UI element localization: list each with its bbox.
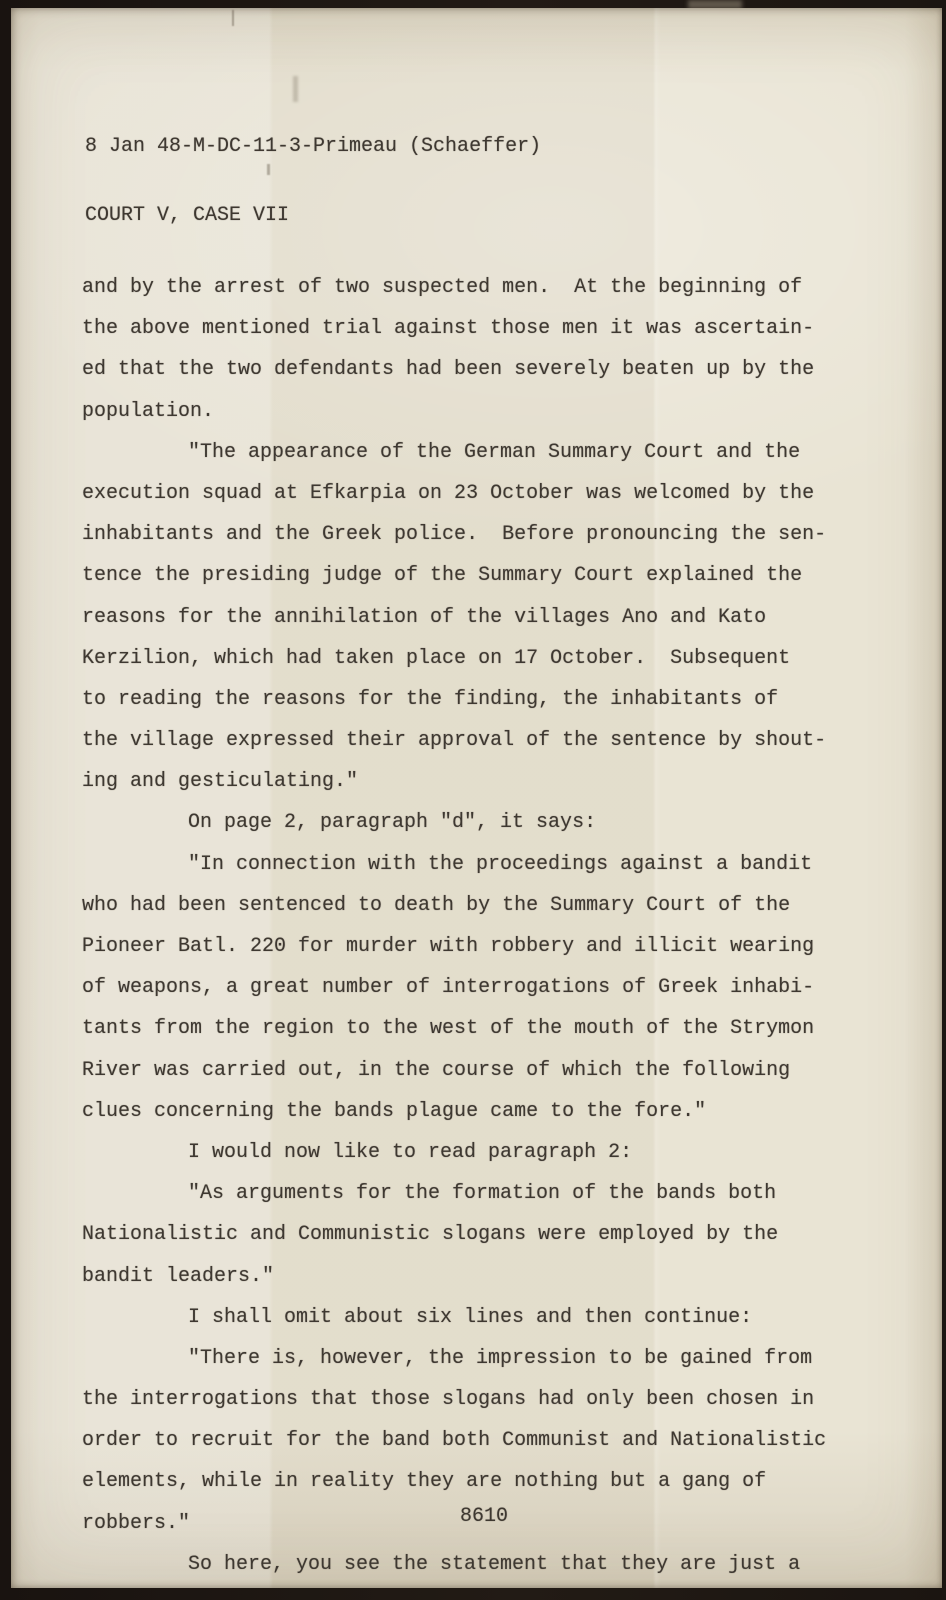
header-line-1: 8 Jan 48-M-DC-11-3-Primeau (Schaeffer) (85, 135, 542, 158)
document-line: "In connection with the proceedings against a bandit (188, 852, 813, 876)
document-line: reasons for the annihilation of the villages Ano and Kato (82, 605, 767, 629)
document-line: Pioneer Batl. 220 for murder with robbery and illicit wearing (82, 935, 815, 958)
document-line: River was carried out, in the course of which the following (82, 1058, 791, 1082)
document-line: bandit leaders." (82, 1264, 275, 1288)
document-line: elements, while in reality they are nothing but a gang of (82, 1470, 767, 1494)
document-line: order to recruit for the band both Communist and Nationalistic (82, 1429, 827, 1453)
document-line: and by the arrest of two suspected men. At the beginning of (82, 276, 803, 299)
document-line: ing and gesticulating." (82, 770, 359, 794)
document-line: So here, you see the statement that they are just a (188, 1552, 801, 1576)
document-line: to reading the reasons for the finding, the inhabitants of (82, 687, 779, 711)
ink-speck (232, 10, 234, 26)
document-line: the village expressed their approval of the sentence by shout- (82, 729, 827, 753)
document-line: robbers." (82, 1511, 191, 1535)
document-line: ed that the two defendants had been severely beaten up by the (82, 358, 815, 382)
document-line: execution squad at Efkarpia on 23 October was welcomed by the (82, 481, 815, 505)
document-line: who had been sentenced to death by the Summary Court of the (82, 893, 791, 917)
document-line: clues concerning the bands plague came to the fore." (82, 1099, 707, 1123)
document-line: tence the presiding judge of the Summary Court explained the (82, 564, 803, 588)
document-line: population. (82, 399, 215, 423)
document-body (82, 198, 872, 1585)
document-line: "The appearance of the German Summary Court and the (188, 440, 801, 464)
document-line: I would now like to read paragraph 2: (188, 1140, 633, 1164)
document-line: I shall omit about six lines and then continue: (188, 1305, 753, 1329)
document-line: tants from the region to the west of the mouth of the Strymon (82, 1017, 815, 1041)
document-line: of weapons, a great number of interrogations of Greek inhabi- (82, 976, 815, 1000)
document-line: "There is, however, the impression to be gained from (188, 1346, 813, 1370)
header-line-2: COURT V, CASE VII (85, 204, 290, 227)
document-line: the interrogations that those slogans had only been chosen in (82, 1388, 815, 1412)
document-line: the above mentioned trial against those men it was ascertain- (82, 317, 815, 341)
document-line: inhabitants and the Greek police. Before pronouncing the sen- (82, 523, 827, 547)
document-line: "As arguments for the formation of the bands both (188, 1182, 777, 1206)
page-number: 8610 (460, 1505, 509, 1528)
document-line: Nationalistic and Communistic slogans were employed by the (82, 1223, 779, 1247)
document-page (11, 8, 942, 1588)
document-line: On page 2, paragraph "d", it says: (188, 811, 597, 835)
document-line: Kerzilion, which had taken place on 17 October. Subsequent (82, 646, 791, 670)
